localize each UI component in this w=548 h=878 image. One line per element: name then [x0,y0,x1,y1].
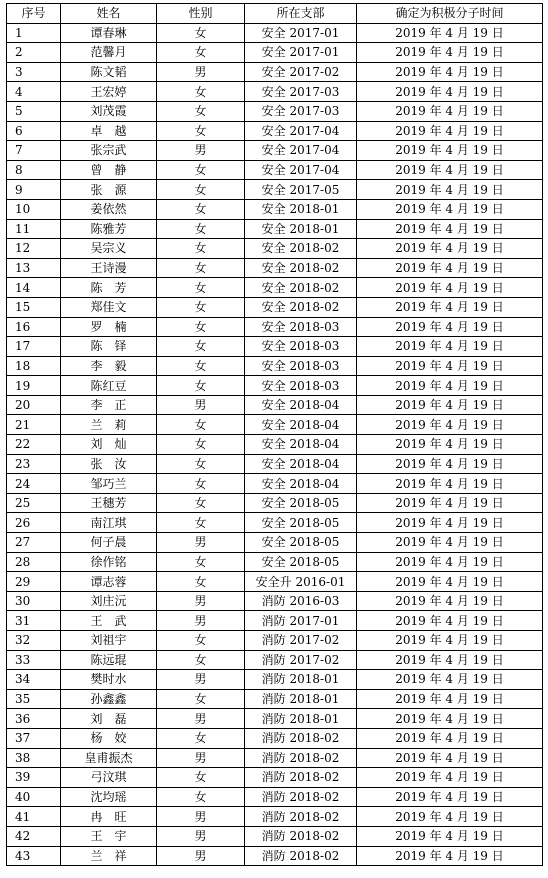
cell-name: 张 源 [61,180,157,200]
cell-no: 4 [7,82,61,102]
table-row [7,435,543,455]
cell-branch: 安全 2018-03 [245,337,357,357]
cell-date: 2019 年 4 月 19 日 [357,650,543,670]
cell-branch: 消防 2018-02 [245,787,357,807]
cell-branch: 安全 2017-05 [245,180,357,200]
cell-name: 李 正 [61,395,157,415]
table-row [7,337,543,357]
cell-sex: 男 [157,533,245,553]
cell-branch: 安全 2018-01 [245,219,357,239]
cell-branch: 消防 2018-01 [245,689,357,709]
table-row [7,787,543,807]
cell-sex: 女 [157,415,245,435]
cell-sex: 女 [157,474,245,494]
cell-name: 王穗芳 [61,493,157,513]
cell-no: 42 [7,826,61,846]
cell-name: 孙鑫鑫 [61,689,157,709]
cell-no: 41 [7,807,61,827]
cell-branch: 安全 2018-02 [245,239,357,259]
table-row [7,82,543,102]
cell-branch: 消防 2018-02 [245,846,357,866]
table-row [7,415,543,435]
cell-no: 30 [7,591,61,611]
cell-sex: 女 [157,199,245,219]
cell-no: 12 [7,239,61,259]
cell-name: 曾 静 [61,160,157,180]
cell-date: 2019 年 4 月 19 日 [357,199,543,219]
cell-date: 2019 年 4 月 19 日 [357,297,543,317]
cell-date: 2019 年 4 月 19 日 [357,62,543,82]
cell-branch: 安全 2018-05 [245,552,357,572]
cell-date: 2019 年 4 月 19 日 [357,435,543,455]
cell-branch: 消防 2018-02 [245,728,357,748]
cell-no: 3 [7,62,61,82]
cell-name: 王宏婷 [61,82,157,102]
cell-sex: 女 [157,297,245,317]
cell-no: 26 [7,513,61,533]
cell-sex: 女 [157,435,245,455]
cell-name: 皇甫振杰 [61,748,157,768]
table-row [7,317,543,337]
cell-no: 13 [7,258,61,278]
cell-no: 25 [7,493,61,513]
cell-no: 38 [7,748,61,768]
cell-name: 沈均瑶 [61,787,157,807]
cell-branch: 安全 2018-04 [245,454,357,474]
cell-branch: 安全 2018-02 [245,278,357,298]
cell-branch: 安全 2017-03 [245,82,357,102]
cell-name: 谭志蓉 [61,572,157,592]
cell-sex: 女 [157,631,245,651]
cell-date: 2019 年 4 月 19 日 [357,356,543,376]
cell-branch: 安全 2017-01 [245,43,357,63]
cell-no: 15 [7,297,61,317]
table-row [7,650,543,670]
cell-date: 2019 年 4 月 19 日 [357,670,543,690]
cell-sex: 女 [157,278,245,298]
cell-sex: 女 [157,317,245,337]
cell-no: 22 [7,435,61,455]
table-row [7,631,543,651]
table-header-row [7,4,543,24]
cell-date: 2019 年 4 月 19 日 [357,278,543,298]
cell-branch: 消防 2016-03 [245,591,357,611]
cell-date: 2019 年 4 月 19 日 [357,43,543,63]
header-branch: 所在支部 [245,4,357,24]
cell-branch: 安全 2017-01 [245,23,357,43]
cell-date: 2019 年 4 月 19 日 [357,337,543,357]
cell-sex: 女 [157,768,245,788]
cell-branch: 消防 2018-02 [245,768,357,788]
cell-sex: 女 [157,180,245,200]
table-row [7,768,543,788]
cell-name: 王 宇 [61,826,157,846]
activist-table [6,3,543,866]
cell-sex: 女 [157,572,245,592]
header-sex: 性别 [157,4,245,24]
cell-date: 2019 年 4 月 19 日 [357,317,543,337]
cell-no: 28 [7,552,61,572]
cell-branch: 消防 2018-02 [245,807,357,827]
cell-sex: 女 [157,493,245,513]
table-row [7,846,543,866]
cell-name: 罗 楠 [61,317,157,337]
cell-date: 2019 年 4 月 19 日 [357,23,543,43]
cell-date: 2019 年 4 月 19 日 [357,533,543,553]
cell-branch: 安全 2017-04 [245,141,357,161]
cell-no: 18 [7,356,61,376]
table-row [7,728,543,748]
header-date: 确定为积极分子时间 [357,4,543,24]
cell-sex: 男 [157,62,245,82]
cell-date: 2019 年 4 月 19 日 [357,415,543,435]
cell-no: 5 [7,101,61,121]
cell-name: 刘 灿 [61,435,157,455]
cell-date: 2019 年 4 月 19 日 [357,180,543,200]
cell-no: 19 [7,376,61,396]
table-row [7,513,543,533]
cell-date: 2019 年 4 月 19 日 [357,689,543,709]
table-row [7,454,543,474]
cell-name: 张 汝 [61,454,157,474]
table-row [7,826,543,846]
cell-name: 杨 姣 [61,728,157,748]
cell-no: 9 [7,180,61,200]
cell-sex: 男 [157,611,245,631]
table-row [7,709,543,729]
cell-name: 兰 莉 [61,415,157,435]
cell-name: 陈 铎 [61,337,157,357]
cell-branch: 消防 2018-02 [245,826,357,846]
cell-name: 邹巧兰 [61,474,157,494]
cell-no: 1 [7,23,61,43]
cell-no: 32 [7,631,61,651]
table-row [7,395,543,415]
cell-sex: 男 [157,748,245,768]
cell-no: 10 [7,199,61,219]
cell-name: 刘 磊 [61,709,157,729]
cell-date: 2019 年 4 月 19 日 [357,552,543,572]
header-name: 姓名 [61,4,157,24]
cell-sex: 男 [157,670,245,690]
cell-sex: 男 [157,846,245,866]
table-row [7,121,543,141]
cell-sex: 女 [157,23,245,43]
cell-sex: 男 [157,826,245,846]
cell-name: 刘庄沅 [61,591,157,611]
cell-date: 2019 年 4 月 19 日 [357,219,543,239]
cell-name: 陈红豆 [61,376,157,396]
cell-name: 谭春琳 [61,23,157,43]
cell-date: 2019 年 4 月 19 日 [357,787,543,807]
cell-branch: 安全 2018-03 [245,356,357,376]
cell-sex: 女 [157,650,245,670]
cell-branch: 安全 2018-02 [245,258,357,278]
cell-name: 李 毅 [61,356,157,376]
cell-branch: 安全 2018-05 [245,493,357,513]
cell-sex: 女 [157,376,245,396]
cell-no: 11 [7,219,61,239]
table-row [7,591,543,611]
cell-name: 冉 旺 [61,807,157,827]
cell-name: 弓汶琪 [61,768,157,788]
cell-sex: 女 [157,121,245,141]
table-row [7,141,543,161]
cell-date: 2019 年 4 月 19 日 [357,395,543,415]
table-row [7,62,543,82]
cell-no: 20 [7,395,61,415]
cell-sex: 男 [157,807,245,827]
cell-date: 2019 年 4 月 19 日 [357,768,543,788]
cell-date: 2019 年 4 月 19 日 [357,141,543,161]
cell-sex: 女 [157,82,245,102]
cell-no: 8 [7,160,61,180]
cell-branch: 安全 2017-02 [245,62,357,82]
cell-sex: 女 [157,689,245,709]
cell-sex: 女 [157,101,245,121]
table-row [7,670,543,690]
cell-name: 张宗武 [61,141,157,161]
cell-name: 南江琪 [61,513,157,533]
cell-name: 何子晨 [61,533,157,553]
table-row [7,474,543,494]
table-row [7,180,543,200]
cell-no: 23 [7,454,61,474]
cell-name: 姜依然 [61,199,157,219]
cell-date: 2019 年 4 月 19 日 [357,454,543,474]
cell-no: 6 [7,121,61,141]
cell-branch: 安全 2018-04 [245,435,357,455]
cell-sex: 男 [157,395,245,415]
table-row [7,101,543,121]
cell-name: 陈 芳 [61,278,157,298]
cell-date: 2019 年 4 月 19 日 [357,239,543,259]
cell-name: 郑佳文 [61,297,157,317]
table-row [7,23,543,43]
table-row [7,297,543,317]
cell-branch: 安全 2017-03 [245,101,357,121]
cell-no: 34 [7,670,61,690]
cell-no: 29 [7,572,61,592]
cell-name: 陈雅芳 [61,219,157,239]
cell-no: 40 [7,787,61,807]
cell-branch: 消防 2017-02 [245,631,357,651]
header-no: 序号 [7,4,61,24]
cell-date: 2019 年 4 月 19 日 [357,513,543,533]
cell-branch: 安全升 2016-01 [245,572,357,592]
cell-branch: 安全 2017-04 [245,160,357,180]
cell-date: 2019 年 4 月 19 日 [357,631,543,651]
cell-branch: 消防 2017-02 [245,650,357,670]
cell-branch: 安全 2018-05 [245,533,357,553]
cell-date: 2019 年 4 月 19 日 [357,709,543,729]
cell-branch: 安全 2018-01 [245,199,357,219]
cell-sex: 男 [157,709,245,729]
cell-sex: 女 [157,356,245,376]
cell-sex: 女 [157,219,245,239]
cell-no: 17 [7,337,61,357]
cell-sex: 男 [157,141,245,161]
cell-no: 14 [7,278,61,298]
table-row [7,493,543,513]
table-row [7,356,543,376]
cell-date: 2019 年 4 月 19 日 [357,591,543,611]
cell-branch: 安全 2018-03 [245,317,357,337]
cell-name: 陈文韬 [61,62,157,82]
cell-name: 刘祖宇 [61,631,157,651]
cell-no: 16 [7,317,61,337]
cell-name: 王诗漫 [61,258,157,278]
cell-branch: 安全 2018-02 [245,297,357,317]
cell-name: 卓 越 [61,121,157,141]
cell-date: 2019 年 4 月 19 日 [357,826,543,846]
cell-no: 33 [7,650,61,670]
cell-sex: 女 [157,160,245,180]
cell-no: 2 [7,43,61,63]
cell-sex: 女 [157,728,245,748]
cell-name: 刘茂霞 [61,101,157,121]
cell-sex: 女 [157,787,245,807]
cell-date: 2019 年 4 月 19 日 [357,611,543,631]
cell-sex: 女 [157,513,245,533]
cell-no: 24 [7,474,61,494]
cell-sex: 女 [157,43,245,63]
cell-branch: 消防 2018-01 [245,709,357,729]
table-row [7,258,543,278]
cell-date: 2019 年 4 月 19 日 [357,474,543,494]
cell-name: 徐作铭 [61,552,157,572]
cell-date: 2019 年 4 月 19 日 [357,572,543,592]
cell-name: 王 武 [61,611,157,631]
table-row [7,611,543,631]
cell-no: 36 [7,709,61,729]
cell-name: 范馨月 [61,43,157,63]
table-row [7,278,543,298]
cell-date: 2019 年 4 月 19 日 [357,807,543,827]
cell-no: 39 [7,768,61,788]
table-row [7,552,543,572]
table-row [7,219,543,239]
cell-date: 2019 年 4 月 19 日 [357,376,543,396]
cell-date: 2019 年 4 月 19 日 [357,728,543,748]
cell-date: 2019 年 4 月 19 日 [357,160,543,180]
cell-branch: 安全 2018-05 [245,513,357,533]
cell-no: 31 [7,611,61,631]
table-row [7,572,543,592]
table-row [7,748,543,768]
cell-branch: 安全 2018-03 [245,376,357,396]
cell-branch: 消防 2018-01 [245,670,357,690]
table-row [7,43,543,63]
cell-branch: 安全 2018-04 [245,474,357,494]
table-row [7,199,543,219]
cell-no: 7 [7,141,61,161]
cell-branch: 消防 2017-01 [245,611,357,631]
table-body [7,23,543,866]
cell-no: 35 [7,689,61,709]
cell-date: 2019 年 4 月 19 日 [357,846,543,866]
cell-no: 37 [7,728,61,748]
cell-name: 樊时水 [61,670,157,690]
table-row [7,807,543,827]
table-row [7,533,543,553]
cell-no: 43 [7,846,61,866]
cell-branch: 安全 2018-04 [245,415,357,435]
cell-sex: 女 [157,454,245,474]
cell-name: 陈远琨 [61,650,157,670]
cell-branch: 安全 2017-04 [245,121,357,141]
cell-sex: 男 [157,591,245,611]
cell-date: 2019 年 4 月 19 日 [357,121,543,141]
cell-date: 2019 年 4 月 19 日 [357,82,543,102]
cell-name: 吴宗义 [61,239,157,259]
cell-name: 兰 祥 [61,846,157,866]
cell-date: 2019 年 4 月 19 日 [357,748,543,768]
table-row [7,376,543,396]
cell-sex: 女 [157,552,245,572]
cell-date: 2019 年 4 月 19 日 [357,493,543,513]
cell-sex: 女 [157,258,245,278]
cell-sex: 女 [157,337,245,357]
cell-date: 2019 年 4 月 19 日 [357,258,543,278]
cell-branch: 消防 2018-02 [245,748,357,768]
table-row [7,239,543,259]
cell-no: 27 [7,533,61,553]
cell-branch: 安全 2018-04 [245,395,357,415]
table-row [7,160,543,180]
cell-date: 2019 年 4 月 19 日 [357,101,543,121]
cell-sex: 女 [157,239,245,259]
table-row [7,689,543,709]
cell-no: 21 [7,415,61,435]
